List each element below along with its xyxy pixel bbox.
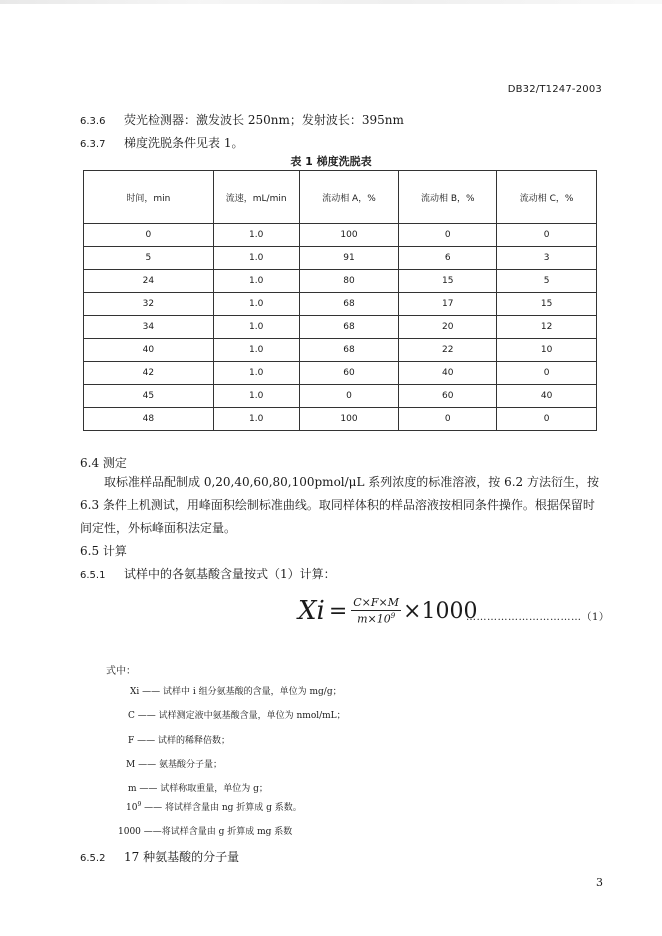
definition-symbol: M: [126, 760, 136, 770]
table-cell: 68: [299, 339, 399, 362]
definition-dash: ——: [140, 827, 162, 837]
clause-6-5-2: [80, 848, 239, 865]
clause-text: 17 种氨基酸的分子量: [124, 850, 240, 864]
table-cell: 60: [399, 385, 497, 408]
table-header-row: [84, 171, 597, 224]
clause-6-5-1: [80, 565, 336, 582]
clause-6-3-7: [80, 134, 243, 151]
table-row: [84, 270, 597, 293]
table-cell: 42: [84, 362, 214, 385]
clause-number: 6.3.7: [80, 139, 106, 150]
formula-1: [298, 596, 477, 626]
formula-numerator: C×F×M: [353, 596, 400, 610]
table-row: [84, 293, 597, 316]
definition-text: 试样的稀释倍数；: [157, 736, 230, 746]
formula-equals: =: [328, 598, 348, 624]
definition-symbol: Xi: [130, 687, 140, 697]
table-cell: 22: [399, 339, 497, 362]
definition-item: [126, 757, 222, 770]
table-cell: 100: [299, 408, 399, 431]
section-6-4-body: 取标准样品配制成 0,20,40,60,80,100pmol/μL 系列浓度的标准溶液，按 6.2 方法衍生，按 6.3 条件上机测试，用峰面积绘制标准曲线。取同样体积的样品溶液按相同条件操作。根据保留时间定性，外标峰面积法定量。: [80, 475, 599, 535]
table-cell: 5: [84, 247, 214, 270]
clause-number: 6.5.2: [80, 853, 106, 864]
column-header: 流速，mL/min: [213, 171, 299, 224]
table-cell: 6: [399, 247, 497, 270]
table-cell: 40: [84, 339, 214, 362]
table-cell: 0: [299, 385, 399, 408]
scan-artifact: [0, 0, 662, 4]
table-cell: 20: [399, 316, 497, 339]
clause-number: 6.5.1: [80, 570, 106, 581]
formula-number: ……………………………（1）: [466, 612, 610, 623]
table-cell: 1.0: [213, 339, 299, 362]
table-cell: 48: [84, 408, 214, 431]
table-cell: 0: [399, 224, 497, 247]
table-cell: 68: [299, 316, 399, 339]
definition-item: [128, 733, 230, 746]
table-cell: 34: [84, 316, 214, 339]
definition-text: 试样称取重量，单位为 g；: [160, 784, 268, 794]
table-cell: 0: [497, 362, 597, 385]
table-cell: 15: [497, 293, 597, 316]
table-cell: 0: [497, 224, 597, 247]
definition-symbol: 10: [126, 803, 138, 813]
section-heading-6-4: 6.4 测定: [80, 456, 127, 470]
formula-fraction: [351, 596, 401, 626]
formula-denominator: [357, 611, 395, 626]
table-cell: 60: [299, 362, 399, 385]
definition-item: [128, 781, 268, 794]
denominator-exponent: 9: [390, 612, 396, 621]
table-cell: 80: [299, 270, 399, 293]
table-cell: 1.0: [213, 247, 299, 270]
clause-text: 梯度洗脱条件见表 1。: [124, 136, 244, 150]
clause-number: 6.3.6: [80, 116, 106, 127]
table-cell: 1.0: [213, 408, 299, 431]
denominator-base: m×10: [357, 612, 391, 626]
definition-dash: ——: [139, 687, 164, 697]
table-cell: 17: [399, 293, 497, 316]
table-cell: 12: [497, 316, 597, 339]
table-cell: 1.0: [213, 270, 299, 293]
table-title: 表 1 梯度洗脱表: [290, 155, 372, 168]
column-header: 流动相 B，%: [399, 171, 497, 224]
definition-dash: ——: [134, 711, 159, 721]
table-cell: 45: [84, 385, 214, 408]
formula-lhs: Xi: [298, 596, 325, 626]
definition-text: 试样测定液中氨基酸含量，单位为 nmol/mL；: [158, 711, 346, 721]
definition-symbol-exponent: 9: [137, 801, 142, 808]
table-cell: 1.0: [213, 224, 299, 247]
table-cell: 68: [299, 293, 399, 316]
table-row: [84, 385, 597, 408]
definition-text: 氨基酸分子量；: [158, 760, 222, 770]
table-cell: 3: [497, 247, 597, 270]
table-body: [84, 224, 597, 431]
table-cell: 40: [399, 362, 497, 385]
table-cell: 1.0: [213, 316, 299, 339]
definition-text: 将试样含量由 g 折算成 mg 系数: [161, 827, 293, 837]
definition-symbol: 1000: [118, 827, 141, 837]
definition-dash: ——: [134, 736, 158, 746]
clause-text: 荧光检测器：激发波长 250nm；发射波长：395nm: [124, 113, 404, 127]
table-cell: 0: [497, 408, 597, 431]
table-cell: 40: [497, 385, 597, 408]
table-row: [84, 339, 597, 362]
definition-symbol: m: [128, 784, 137, 794]
column-header: 流动相 C，%: [497, 171, 597, 224]
gradient-elution-table: [83, 170, 597, 431]
table-cell: 0: [399, 408, 497, 431]
column-header: 时间，min: [84, 171, 214, 224]
table-cell: 15: [399, 270, 497, 293]
section-heading-6-5: 6.5 计算: [80, 544, 127, 558]
table-cell: 32: [84, 293, 214, 316]
table-cell: 24: [84, 270, 214, 293]
definition-symbol: C: [128, 711, 135, 721]
definition-symbol: F: [128, 736, 135, 746]
definition-item: [126, 800, 302, 813]
table-cell: 5: [497, 270, 597, 293]
table-cell: 1.0: [213, 293, 299, 316]
table-row: [84, 247, 597, 270]
definition-dash: ——: [135, 760, 159, 770]
definition-item: [130, 684, 342, 697]
definition-item: [118, 824, 292, 837]
definition-dash: ——: [136, 784, 161, 794]
table-row: [84, 224, 597, 247]
table-cell: 1.0: [213, 385, 299, 408]
definition-dash: ——: [141, 803, 166, 813]
formula-multiplier: ×1000: [403, 598, 478, 624]
clause-text: 试样中的各氨基酸含量按式（1）计算：: [124, 567, 336, 581]
document-code: DB32/T1247-2003: [507, 84, 602, 95]
table-row: [84, 408, 597, 431]
table-cell: 100: [299, 224, 399, 247]
where-label: 式中：: [106, 666, 136, 677]
table-cell: 0: [84, 224, 214, 247]
clause-6-3-6: [80, 111, 404, 128]
table-row: [84, 316, 597, 339]
table-cell: 1.0: [213, 362, 299, 385]
table-cell: 10: [497, 339, 597, 362]
table-cell: 91: [299, 247, 399, 270]
page-number: 3: [596, 876, 603, 889]
definition-item: [128, 708, 346, 721]
column-header: 流动相 A，%: [299, 171, 399, 224]
definition-text: 试样中 i 组分氨基酸的含量，单位为 mg/g；: [163, 687, 342, 697]
definition-text: 将试样含量由 ng 折算成 g 系数。: [165, 803, 302, 813]
table-row: [84, 362, 597, 385]
